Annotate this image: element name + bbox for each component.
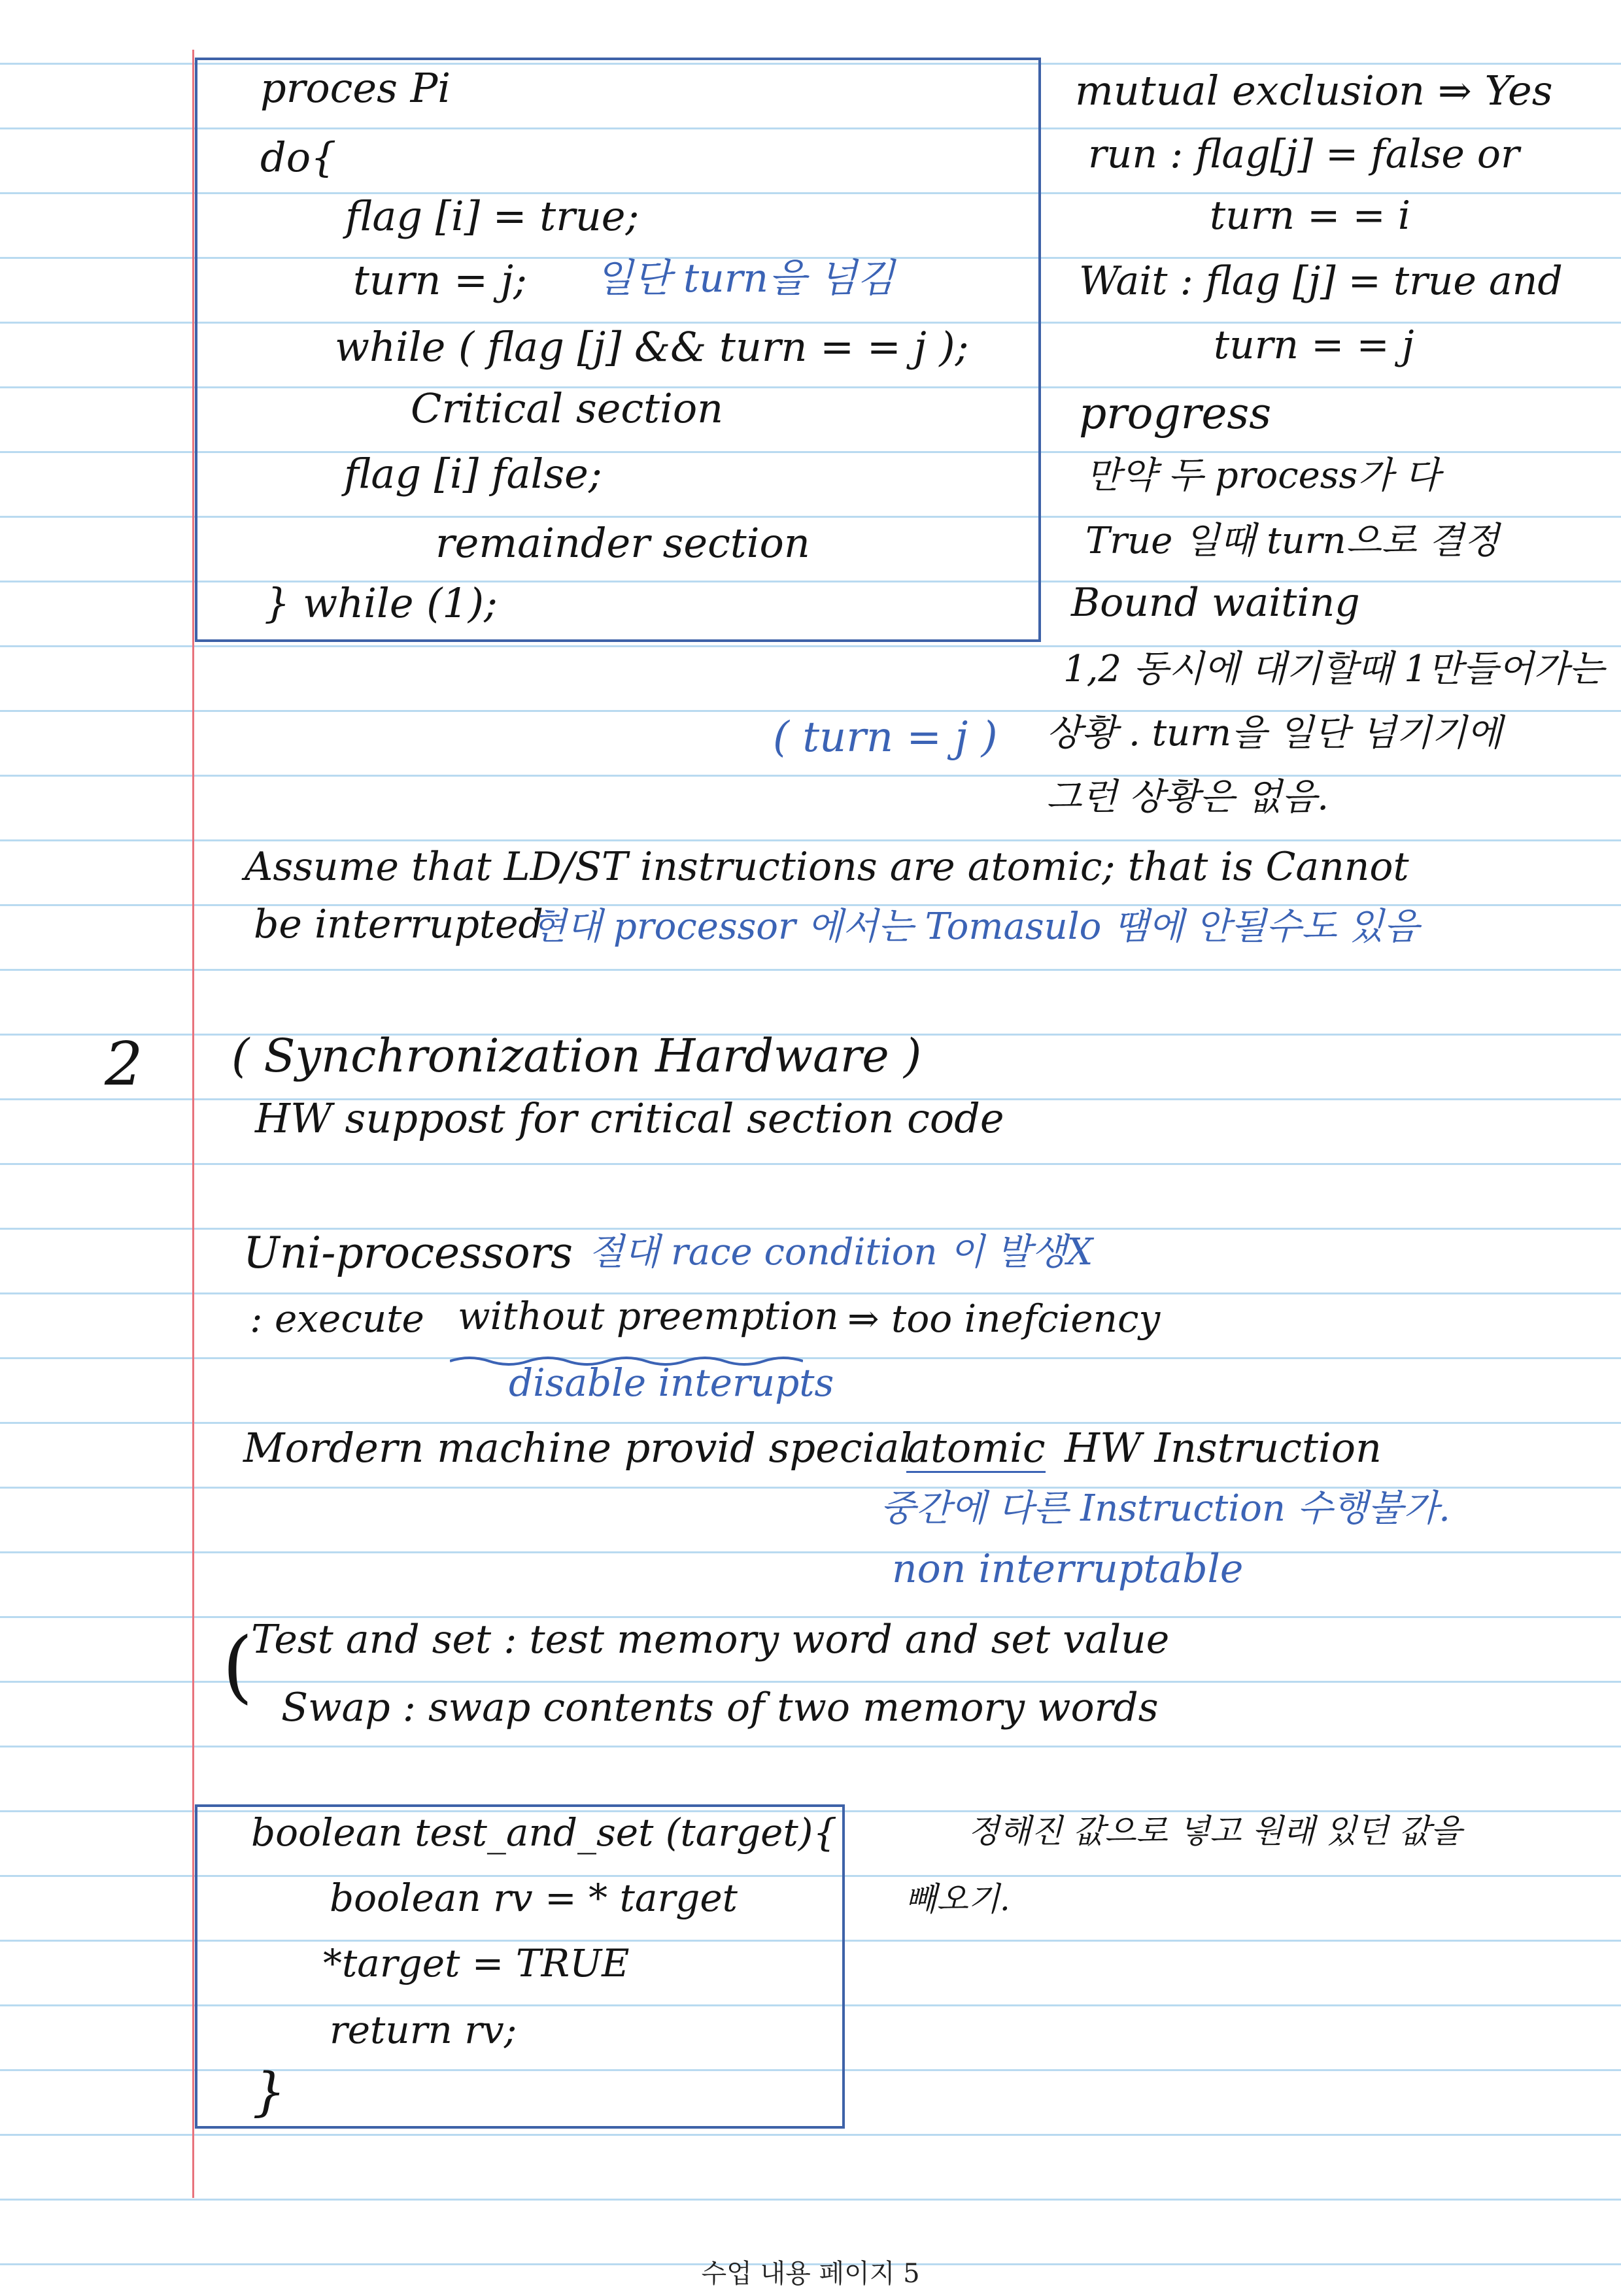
section-subtitle: HW suppost for critical section code <box>255 1094 1004 1142</box>
note-bound-2: 상황 . turn을 일단 넘기기에 <box>1046 712 1503 754</box>
code-line-while: while ( flag [j] && turn = = j ); <box>335 323 969 371</box>
code-comment-turn: 일단 turn을 넘김 <box>595 256 895 301</box>
bracket-paren: ( <box>222 1621 253 1712</box>
tas-line-4: return rv; <box>330 2008 517 2052</box>
disable-note: disable interupts <box>509 1360 834 1405</box>
execute-suffix: ⇒ too inefciency <box>847 1296 1161 1341</box>
assume-line-2: be interrupted <box>254 902 543 947</box>
test-and-set-line: Test and set : test memory word and set value <box>251 1617 1170 1663</box>
page-footer: 수업 내용 페이지 5 <box>701 2259 920 2289</box>
note-run-1: run : flag[j] = false or <box>1088 131 1520 177</box>
tas-note-2: 빼오기. <box>905 1880 1010 1918</box>
without-preemption: without preemption <box>458 1294 839 1338</box>
section-title: ( Synchronization Hardware ) <box>231 1029 922 1083</box>
tas-line-5: } <box>252 2061 286 2122</box>
assume-note: 현대 processor 에서는 Tomasulo 땜에 안될수도 있음 <box>531 905 1420 948</box>
modern-prefix: Mordern machine provid special <box>243 1424 913 1472</box>
note-progress-2: True 일때 turn으로 결정 <box>1085 520 1499 562</box>
note-bound-turn: ( turn = j ) <box>773 713 998 762</box>
atomic-note-2: non interruptable <box>892 1546 1244 1592</box>
tas-note-1: 정해진 값으로 넣고 원래 있던 값을 <box>968 1812 1462 1850</box>
execute-prefix: : execute <box>250 1296 424 1341</box>
code-line-proces: proces Pi <box>260 64 451 112</box>
code-line-turn: turn = j; <box>353 256 527 304</box>
note-wait-2: turn = = j <box>1214 322 1414 368</box>
code-line-do: do{ <box>260 133 337 181</box>
note-bound-3: 그런 상황은 없음. <box>1046 776 1329 819</box>
swap-line: Swap : swap contents of two memory words <box>281 1685 1159 1730</box>
uni-note: 절대 race condition 이 발생X <box>589 1231 1093 1274</box>
modern-suffix: HW Instruction <box>1065 1424 1382 1472</box>
code-line-remainder: remainder section <box>435 519 810 567</box>
atomic-note-1: 중간에 다른 Instruction 수행불가. <box>880 1487 1450 1530</box>
note-progress-title: progress <box>1079 388 1272 439</box>
red-margin-line <box>192 50 194 2198</box>
note-wait-1: Wait : flag [j] = true and <box>1079 258 1563 304</box>
note-progress-1: 만약 두 process가 다 <box>1085 454 1441 497</box>
assume-line-1: Assume that LD/ST instructions are atomic; that is Cannot <box>245 844 1409 890</box>
note-mutual-exclusion: mutual exclusion ⇒ Yes <box>1075 67 1553 114</box>
code-line-flag-true: flag [i] = true; <box>345 192 640 240</box>
atomic-word: atomic <box>906 1424 1046 1472</box>
note-bound-1: 1,2 동시에 대기할때 1만들어가는 <box>1063 648 1605 690</box>
note-bound-title: Bound waiting <box>1071 580 1360 626</box>
code-line-end-while: } while (1); <box>264 579 498 627</box>
uni-title: Uni-processors <box>243 1228 573 1278</box>
section-number: 2 <box>105 1029 143 1099</box>
note-run-2: turn = = i <box>1210 193 1411 239</box>
code-line-critical: Critical section <box>411 384 724 432</box>
tas-line-2: boolean rv = * target <box>330 1876 738 1920</box>
tas-line-1: boolean test_and_set (target){ <box>251 1810 838 1855</box>
tas-line-3: *target = TRUE <box>323 1941 630 1985</box>
code-line-flag-false: flag [i] false; <box>344 450 602 498</box>
